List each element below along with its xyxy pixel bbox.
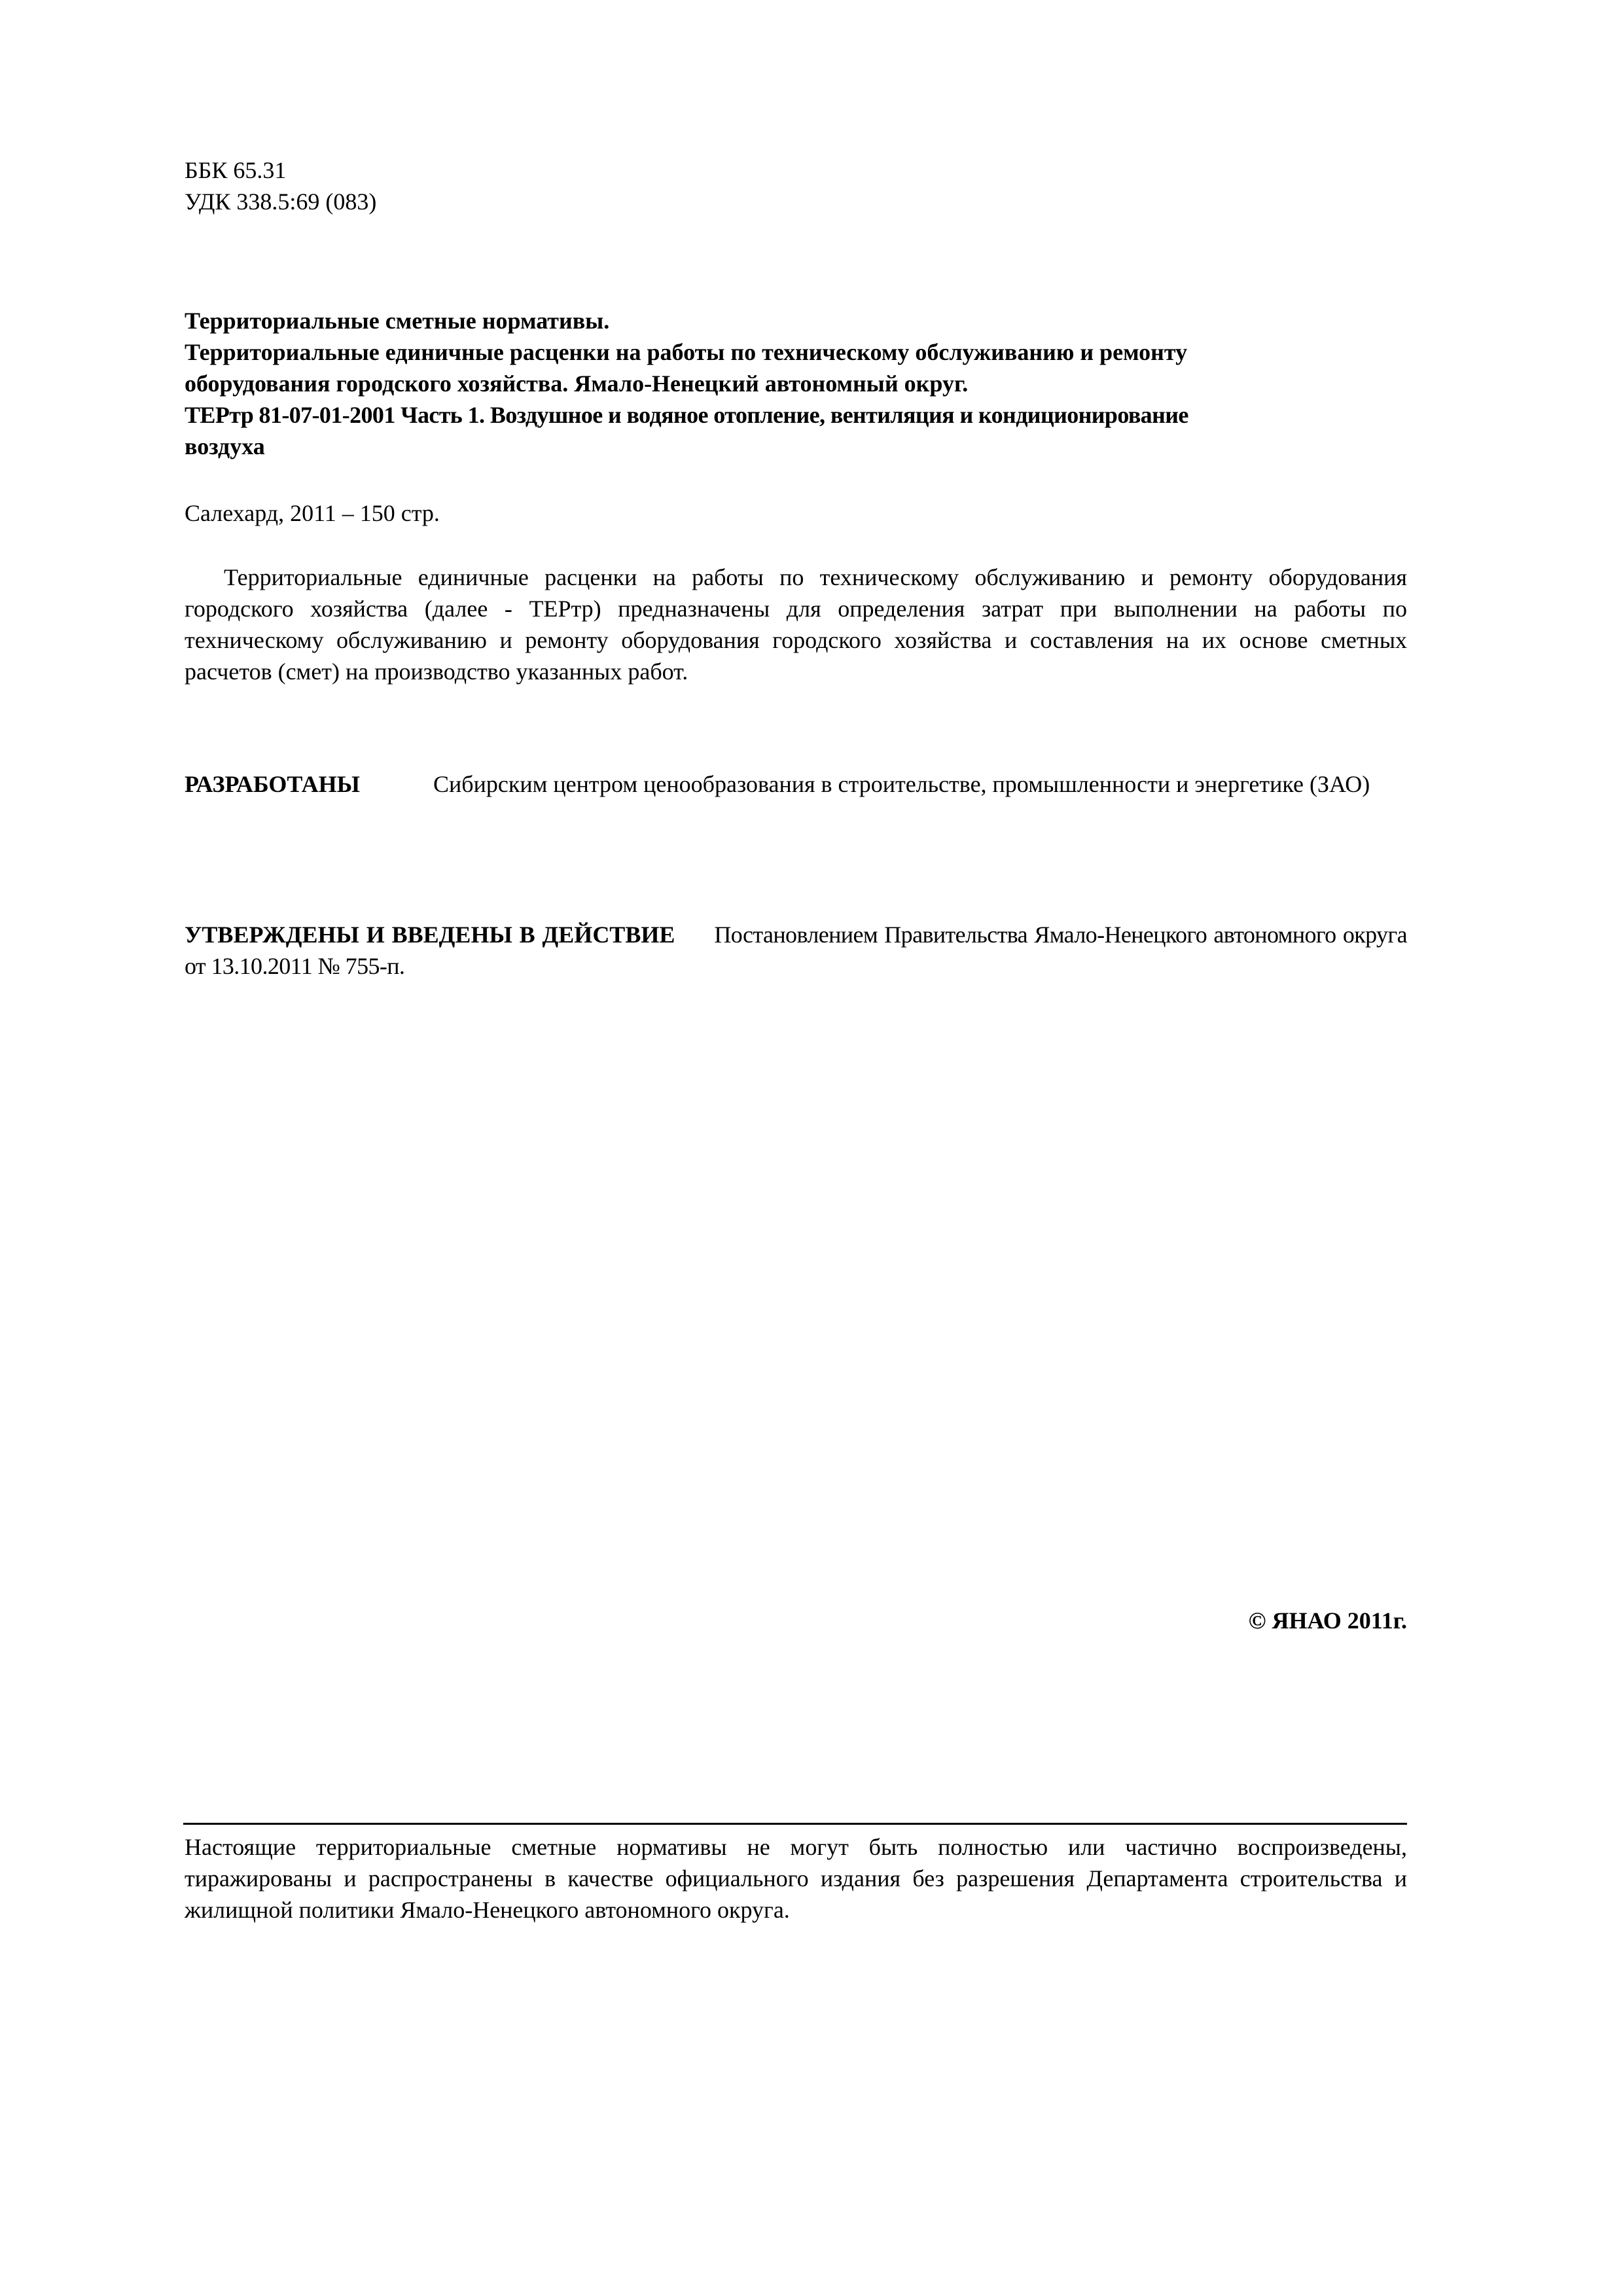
- approved-text: Постановлением Правительства Ямало-Ненецкого автономного округа от 13.10.2011 № 755-п.: [185, 922, 1408, 979]
- developed-text: Сибирским центром ценообразования в строительстве, промышленности и энергетике (ЗАО): [433, 771, 1370, 797]
- approved-by: [185, 919, 1407, 982]
- title-line-4: ТЕРтр 81-07-01-2001 Часть 1. Воздушное и водяное отопление, вентиляция и кондиционирование: [185, 402, 1188, 428]
- classification-codes: [185, 154, 1407, 217]
- developed-label: РАЗРАБОТАНЫ: [185, 771, 360, 797]
- title-line-3: оборудования городского хозяйства. Ямало-Ненецкий автономный округ.: [185, 370, 969, 397]
- title-line-5: воздуха: [185, 433, 265, 459]
- developed-by: [185, 768, 1407, 800]
- publication-info: Салехард, 2011 – 150 стр.: [185, 500, 440, 526]
- notice-divider: [183, 1823, 1407, 1825]
- description: [185, 562, 1407, 687]
- notice-paragraph: Настоящие территориальные сметные нормативы не могут быть полностью или частично воспроизведены, тиражированы и распространены в качестве официального издания без разрешения Департамента строительства и жилищной политики Ямало-Ненецкого автономного округа.: [185, 1834, 1407, 1923]
- title-line-1: Территориальные сметные нормативы.: [185, 308, 610, 334]
- bbk-code: ББК 65.31: [185, 157, 287, 183]
- reproduction-notice: [185, 1831, 1407, 1926]
- udk-code: УДК 338.5:69 (083): [185, 188, 377, 215]
- description-paragraph: Территориальные единичные расценки на работы по техническому обслуживанию и ремонту оборудования городского хозяйства (далее - ТЕРтр) предназначены для определения затрат при выполнении на работы по техническому обслуживанию и ремонту оборудования городского хозяйства и составления на их основе сметных расчетов (смет) на производство указанных работ.: [185, 564, 1407, 685]
- approved-label: УТВЕРЖДЕНЫ И ВВЕДЕНЫ В ДЕЙСТВИЕ: [185, 922, 675, 948]
- copyright: © ЯНАО 2011г.: [1248, 1607, 1407, 1634]
- document-title: [185, 305, 1407, 462]
- title-line-2: Территориальные единичные расценки на работы по техническому обслуживанию и ремонту: [185, 339, 1188, 365]
